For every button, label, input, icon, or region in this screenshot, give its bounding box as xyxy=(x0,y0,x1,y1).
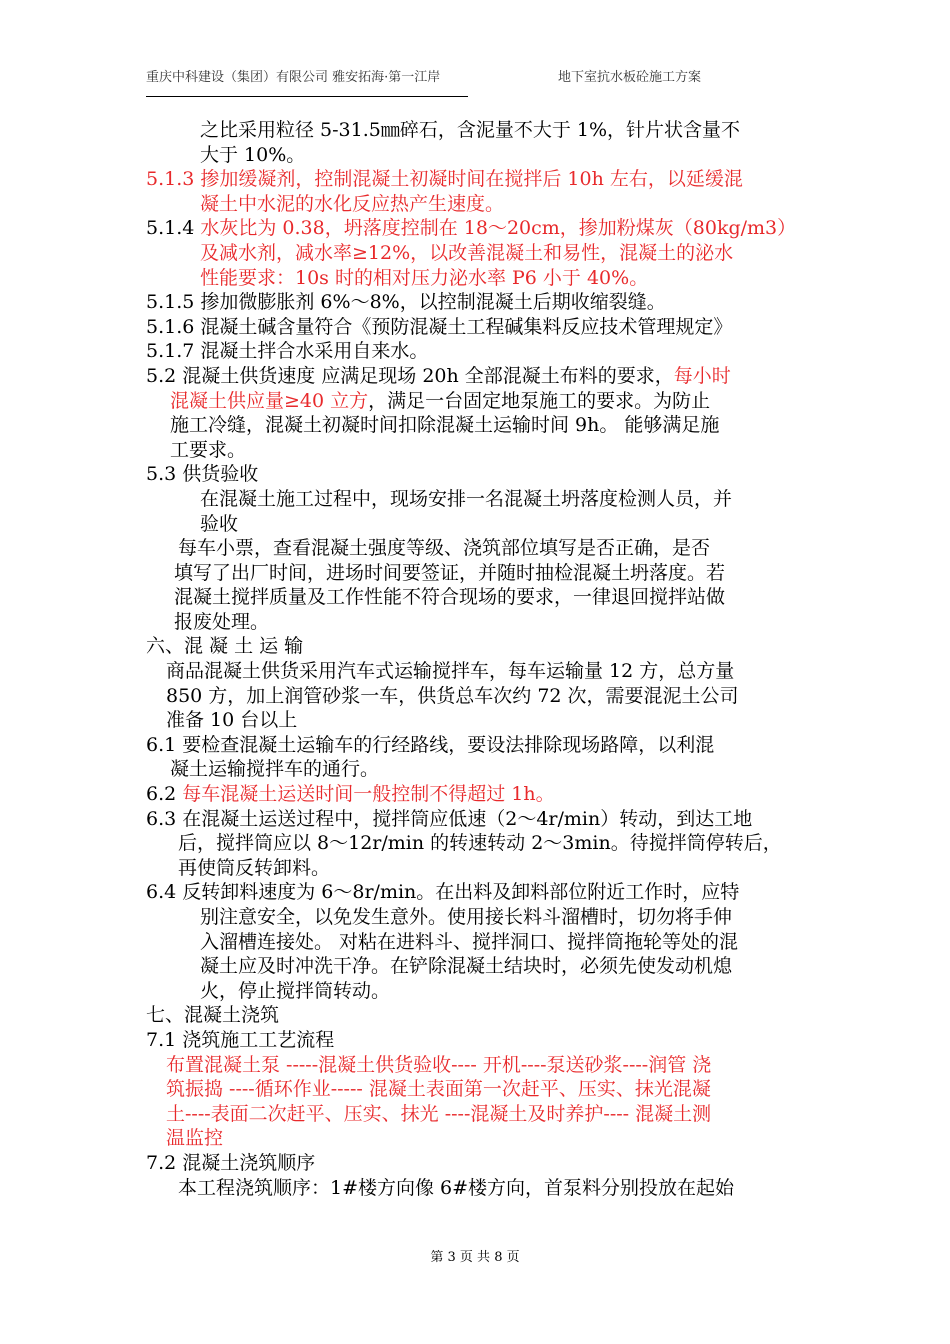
body-line: 工要求。 xyxy=(170,438,247,461)
body-line: 报废处理。 xyxy=(174,610,270,633)
body-line: 再使筒反转卸料。 xyxy=(178,856,331,879)
body-line-highlight: 凝土中水泥的水化反应热产生速度。 xyxy=(200,192,505,215)
highlight-text: 每小时 xyxy=(673,364,731,387)
body-line: 施工冷缝，混凝土初凝时间扣除混凝土运输时间 9h。 能够满足施 xyxy=(170,414,720,437)
document-body xyxy=(146,118,814,1200)
body-line: 准备 10 台以上 xyxy=(166,709,298,732)
body-line-highlight: 土----表面二次赶平、压实、抹光 ----混凝土及时养护---- 混凝土测 xyxy=(166,1102,712,1125)
body-line: 每车小票，查看混凝土强度等级、浇筑部位填写是否正确，是否 xyxy=(178,537,711,560)
highlight-text: 水灰比为 0.38，坍落度控制在 18～20cm，掺加粉煤灰（80kg/m3） xyxy=(200,217,797,240)
header-company: 重庆中科建设（集团）有限公司 雅安拓海·第一江岸 xyxy=(146,70,441,85)
section-heading: 六、混 凝 土 运 输 xyxy=(146,635,304,658)
body-line-highlight: 5.1.3 掺加缓凝剂，控制混凝土初凝时间在搅拌后 10h 左右，以延缓混 xyxy=(146,168,743,191)
body-line xyxy=(146,389,814,414)
body-line xyxy=(146,782,814,807)
section-number: 5.1.4 xyxy=(146,217,201,240)
body-line: 7.2 混凝土浇筑顺序 xyxy=(146,1151,316,1174)
body-line: 5.1.5 掺加微膨胀剂 6%～8%，以控制混凝土后期收缩裂缝。 xyxy=(146,291,666,314)
section-number: 6.2 xyxy=(146,783,183,806)
body-line: 5.3 供货验收 xyxy=(146,463,259,486)
body-line: 大于 10%。 xyxy=(200,143,306,166)
body-line: 7.1 浇筑施工工艺流程 xyxy=(146,1028,335,1051)
body-line: 别注意安全，以免发生意外。使用接长料斗溜槽时，切勿将手伸 xyxy=(200,906,733,928)
body-line: 本工程浇筑顺序：1#楼方向像 6#楼方向，首泵料分别投放在起始 xyxy=(178,1176,735,1199)
plain-text: 5.2 混凝土供货速度 应满足现场 20h 全部混凝土布料的要求， xyxy=(146,364,674,387)
body-line: 850 方，加上润管砂浆一车，供货总车次约 72 次，需要混泥土公司 xyxy=(166,684,739,707)
header-doc-title: 地下室抗水板砼施工方案 xyxy=(558,70,702,85)
body-line xyxy=(146,364,814,389)
page-header xyxy=(146,66,846,88)
page-number: 第 3 页 共 8 页 xyxy=(430,1250,520,1265)
body-line: 后，搅拌筒应以 8～12r/min 的转速转动 2～3min。待搅拌筒停转后， xyxy=(178,832,782,855)
body-line: 填写了出厂时间，进场时间要签证，并随时抽检混凝土坍落度。若 xyxy=(174,561,726,584)
body-line: 在混凝土施工过程中，现场安排一名混凝土坍落度检测人员，并 xyxy=(200,487,733,510)
body-line-highlight: 筑振捣 ----循环作业----- 混凝土表面第一次赶平、压实、抹光混凝 xyxy=(166,1078,711,1101)
body-line: 5.1.7 混凝土拌合水采用自来水。 xyxy=(146,340,429,363)
body-line: 凝土应及时冲洗干净。在铲除混凝土结块时，必须先使发动机熄 xyxy=(200,955,733,978)
body-line-highlight: 温监控 xyxy=(166,1127,224,1150)
body-line: 6.4 反转卸料速度为 6～8r/min。在出料及卸料部位附近工作时，应特 xyxy=(146,881,740,904)
body-line: 6.3 在混凝土运送过程中，搅拌筒应低速（2～4r/min）转动，到达工地 xyxy=(146,807,753,830)
body-line: 5.1.6 混凝土碱含量符合《预防混凝土工程碱集料反应技术管理规定》 xyxy=(146,315,733,338)
body-line: 火，停止搅拌筒转动。 xyxy=(200,979,391,1002)
body-line-highlight: 及减水剂，减水率≥12%，以改善混凝土和易性，混凝土的泌水 xyxy=(200,241,734,264)
highlight-text: 混凝土供应量≥40 立方 xyxy=(170,389,369,412)
header-divider xyxy=(146,96,468,97)
body-line: 商品混凝土供货采用汽车式运输搅拌车，每车运输量 12 方，总方量 xyxy=(166,660,735,683)
highlight-text: 每车混凝土运送时间一般控制不得超过 1h。 xyxy=(182,783,555,806)
body-line: 验收 xyxy=(200,512,239,535)
plain-text: ，满足一台固定地泵施工的要求。为防止 xyxy=(368,389,711,412)
body-line: 入溜槽连接处。 对粘在进料斗、搅拌洞口、搅拌筒拖轮等处的混 xyxy=(200,930,739,953)
body-line: 凝土运输搅拌车的通行。 xyxy=(170,758,380,781)
body-line-highlight: 性能要求：10s 时的相对压力泌水率 P6 小于 40%。 xyxy=(200,266,649,289)
body-line xyxy=(146,216,814,241)
body-line-highlight: 布置混凝土泵 -----混凝土供货验收---- 开机----泵送砂浆----润管 浇 xyxy=(166,1053,712,1076)
body-line: 之比采用粒径 5-31.5㎜碎石，含泥量不大于 1%，针片状含量不 xyxy=(200,119,741,141)
body-line: 混凝土搅拌质量及工作性能不符合现场的要求，一律退回搅拌站做 xyxy=(174,586,726,609)
section-heading: 七、混凝土浇筑 xyxy=(146,1004,280,1027)
body-line: 6.1 要检查混凝土运输车的行经路线，要设法排除现场路障，以利混 xyxy=(146,733,715,756)
